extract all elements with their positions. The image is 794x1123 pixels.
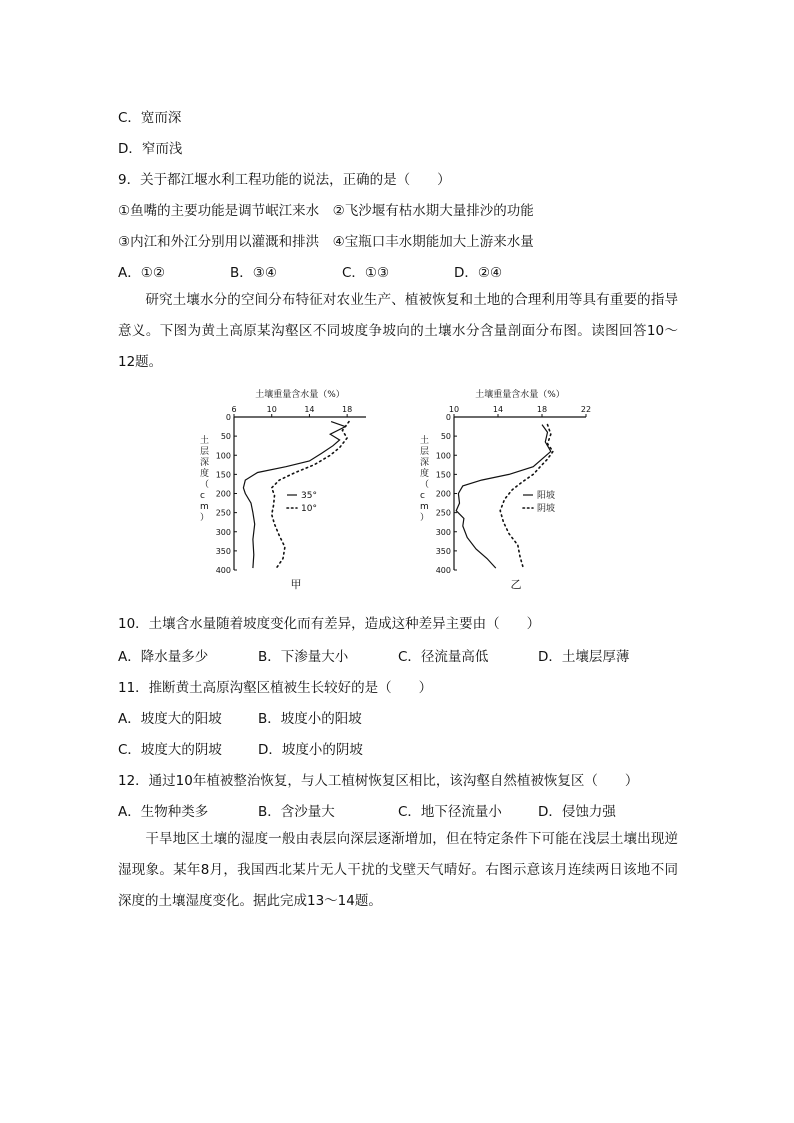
y-tick-label: 50: [220, 432, 231, 442]
chart-title: 土壤重量含水量（%）: [475, 390, 565, 400]
y-tick-label: 0: [225, 413, 231, 422]
y-tick-label: 50: [440, 432, 451, 442]
y-tick-label: 350: [435, 546, 451, 556]
q9-option-d: D．②④: [454, 265, 503, 281]
q11-option-a: A．坡度大的阳坡: [118, 711, 222, 727]
q9-option-b: B．③④: [230, 265, 277, 281]
x-tick-label: 10: [448, 405, 460, 414]
question-12-stem: 12．通过10年植被整治恢复，与人工植树恢复区相比，该沟壑自然植被恢复区（ ）: [118, 773, 639, 789]
y-tick-label: 200: [435, 489, 451, 499]
q12-option-a: A．生物种类多: [118, 804, 209, 820]
y-tick-label: 0: [445, 413, 451, 422]
legend-label: 10°: [301, 504, 317, 514]
question-11-stem: 11．推断黄土高原沟壑区植被生长较好的是（ ）: [118, 680, 433, 696]
q11-option-c: C．坡度大的阴坡: [118, 742, 222, 758]
question-9-statements-1-2: ①鱼嘴的主要功能是调节岷江来水 ②飞沙堰有枯水期大量排沙的功能: [118, 203, 534, 219]
panel-label: 甲: [290, 578, 302, 591]
q10-option-d: D．土壤层厚薄: [538, 649, 630, 665]
x-tick-label: 18: [342, 405, 353, 414]
y-tick-label: 300: [215, 527, 231, 537]
y-tick-label: 400: [215, 566, 231, 575]
option-d-narrow-shallow: D．窄而浅: [118, 141, 183, 157]
legend-label: 阴坡: [537, 504, 556, 514]
intro-paragraph-inverse-humidity: 干旱地区土壤的湿度一般由表层向深层逐渐增加，但在特定条件下可能在浅层土壤出现逆湿现象。某年8月，我国西北某片无人干扰的戈壁天气晴好。右图示意该月连续两日该地不同深度的土壤湿度变化。据此完成13～14题。: [118, 831, 678, 909]
x-tick-label: 14: [304, 405, 315, 414]
q9-option-a: A．①②: [118, 265, 165, 281]
y-tick-label: 100: [215, 451, 231, 461]
y-tick-label: 400: [435, 566, 451, 575]
y-tick-label: 100: [435, 451, 451, 461]
y-tick-label: 150: [435, 470, 451, 480]
q11-option-b: B．坡度小的阳坡: [258, 711, 362, 727]
y-tick-label: 250: [215, 508, 231, 518]
x-tick-label: 14: [492, 405, 504, 414]
question-10-stem: 10．土壤含水量随着坡度变化而有差异，造成这种差异主要由（ ）: [118, 616, 541, 632]
q11-option-d: D．坡度小的阴坡: [258, 742, 363, 758]
x-tick-label: 22: [580, 405, 592, 414]
y-tick-label: 350: [215, 546, 231, 556]
chart-jia-soil-moisture: [186, 383, 386, 593]
q10-option-a: A．降水量多少: [118, 649, 209, 665]
q12-option-d: D．侵蚀力强: [538, 804, 616, 820]
y-tick-label: 150: [215, 470, 231, 480]
y-tick-label: 300: [435, 527, 451, 537]
y-axis-label: 土层深度（ c m ）: [420, 436, 430, 523]
q9-option-c: C．①③: [342, 265, 390, 281]
chart-yi-soil-moisture: [406, 383, 606, 593]
question-9-statements-3-4: ③内江和外江分别用以灌溉和排洪 ④宝瓶口丰水期能加大上游来水量: [118, 234, 534, 250]
q10-option-b: B．下渗量大小: [258, 649, 349, 665]
x-tick-label: 18: [536, 405, 548, 414]
x-tick-label: 10: [266, 405, 277, 414]
q12-option-b: B．含沙量大: [258, 804, 335, 820]
legend-label: 35°: [301, 491, 317, 501]
q10-option-c: C．径流量高低: [398, 649, 489, 665]
x-tick-label: 6: [231, 405, 237, 414]
panel-label: 乙: [510, 578, 522, 591]
intro-paragraph-soil-moisture: 研究土壤水分的空间分布特征对农业生产、植被恢复和土地的合理利用等具有重要的指导意义。下图为黄土高原某沟壑区不同坡度争坡向的土壤水分含量剖面分布图。读图回答10～12题。: [118, 292, 678, 370]
question-9-stem: 9．关于都江堰水利工程功能的说法，正确的是（ ）: [118, 172, 451, 188]
y-axis-label: 土层深度（ c m ）: [200, 436, 210, 523]
y-tick-label: 200: [215, 489, 231, 499]
legend-label: 阳坡: [537, 491, 556, 501]
chart-title: 土壤重量含水量（%）: [255, 390, 345, 400]
q12-option-c: C．地下径流量小: [398, 804, 502, 820]
option-c-wide-deep: C．宽而深: [118, 110, 182, 126]
y-tick-label: 250: [435, 508, 451, 518]
